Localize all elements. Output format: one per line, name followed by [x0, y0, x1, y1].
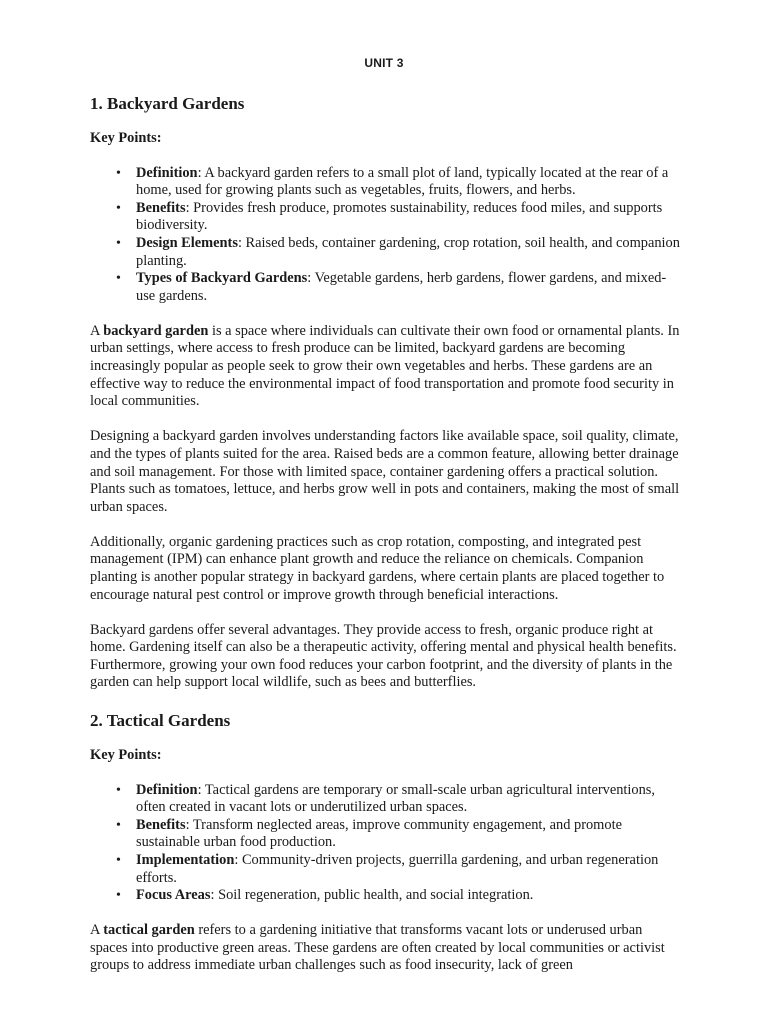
list-item [136, 852, 682, 887]
document-body [90, 93, 682, 975]
bullet-text: : Raised beds, container gardening, crop rotation, soil health, and companion planting. [136, 234, 680, 269]
bullet-term: Benefits [136, 199, 186, 216]
paragraph-text: A [90, 322, 104, 339]
section-heading: 1. Backyard Gardens [90, 94, 245, 113]
paragraph-text: A [90, 922, 104, 939]
paragraph [90, 922, 682, 975]
key-points-label: Key Points: [90, 747, 162, 764]
bullet-text: : A backyard garden refers to a small plot of land, typically located at the rear of a home, used for growing plants such as vegetables, fruits, flowers, and herbs. [136, 164, 669, 199]
bullet-text: : Tactical gardens are temporary or small-scale urban agricultural interventions, often created in vacant lots or underutilized urban spaces. [136, 781, 656, 816]
bullet-term: Definition [136, 781, 198, 798]
bullet-term: Focus Areas [136, 887, 211, 904]
list-item [136, 270, 682, 305]
list-item [136, 165, 682, 200]
section-backyard-gardens [90, 93, 682, 692]
bullet-term: Definition [136, 164, 198, 181]
bullet-term: Design Elements [136, 234, 238, 251]
key-points-list [90, 165, 682, 306]
bullet-text: : Vegetable gardens, herb gardens, flower gardens, and mixed-use gardens. [136, 270, 667, 304]
paragraph: Backyard gardens offer several advantages. They provide access to fresh, organic produce right at home. Gardening itself can also be a therapeutic activity, offering mental and physical health benefits. Furthermore, growing your own food reduces your carbon footprint, and the diversity of plants in the garden can help support local wildlife, such as bees and butterflies. [90, 621, 677, 691]
list-item [136, 235, 682, 270]
paragraph-bold-term: backyard garden [103, 322, 209, 339]
section-tactical-gardens [90, 710, 682, 975]
bullet-term: Implementation [136, 852, 235, 868]
bullet-text: : Community-driven projects, guerrilla gardening, and urban regeneration efforts. [136, 852, 659, 886]
paragraph-bold-term: tactical garden [103, 922, 195, 939]
list-item [136, 887, 682, 905]
paragraph: Additionally, organic gardening practices such as crop rotation, composting, and integrated pest management (IPM) can enhance plant growth and reduce the reliance on chemicals. Companion planting is another popular strategy in backyard gardens, where certain plants are placed together to encourage natural pest control or improve growth through beneficial interactions. [90, 533, 665, 603]
paragraph [90, 323, 682, 411]
list-item [136, 200, 682, 235]
key-points-label: Key Points: [90, 130, 162, 146]
bullet-text: : Soil regeneration, public health, and social integration. [210, 887, 534, 904]
unit-title: UNIT 3 [364, 56, 404, 70]
bullet-term: Benefits [136, 816, 186, 833]
key-points-list [90, 782, 682, 905]
section-heading: 2. Tactical Gardens [90, 711, 231, 731]
list-item [136, 782, 682, 817]
bullet-term: Types of Backyard Gardens [136, 270, 308, 287]
bullet-text: : Provides fresh produce, promotes sustainability, reduces food miles, and supports biodiversity. [136, 199, 663, 234]
paragraph-text: refers to a gardening initiative that transforms vacant lots or underused urban spaces into productive green areas. These gardens are often created by local communities or activist groups to address immediate urban challenges such as food insecurity, lack of green [90, 922, 665, 974]
bullet-text: : Transform neglected areas, improve community engagement, and promote sustainable urban food production. [136, 816, 622, 851]
list-item [136, 817, 682, 852]
paragraph: Designing a backyard garden involves understanding factors like available space, soil quality, climate, and the types of plants suited for the area. Raised beds are a common feature, allowing better drainage and soil management. For those with limited space, container gardening offers a practical solution. Plants such as tomatoes, lettuce, and herbs grow well in pots and containers, making the most of small urban spaces. [90, 428, 680, 515]
paragraph-text: is a space where individuals can cultivate their own food or ornamental plants. In urban settings, where access to fresh produce can be limited, backyard gardens are becoming increasingly popular as people seek to grow their own vegetables and herbs. These gardens are an effective way to reduce the environmental impact of food transportation and promote food security in local communities. [90, 322, 680, 410]
